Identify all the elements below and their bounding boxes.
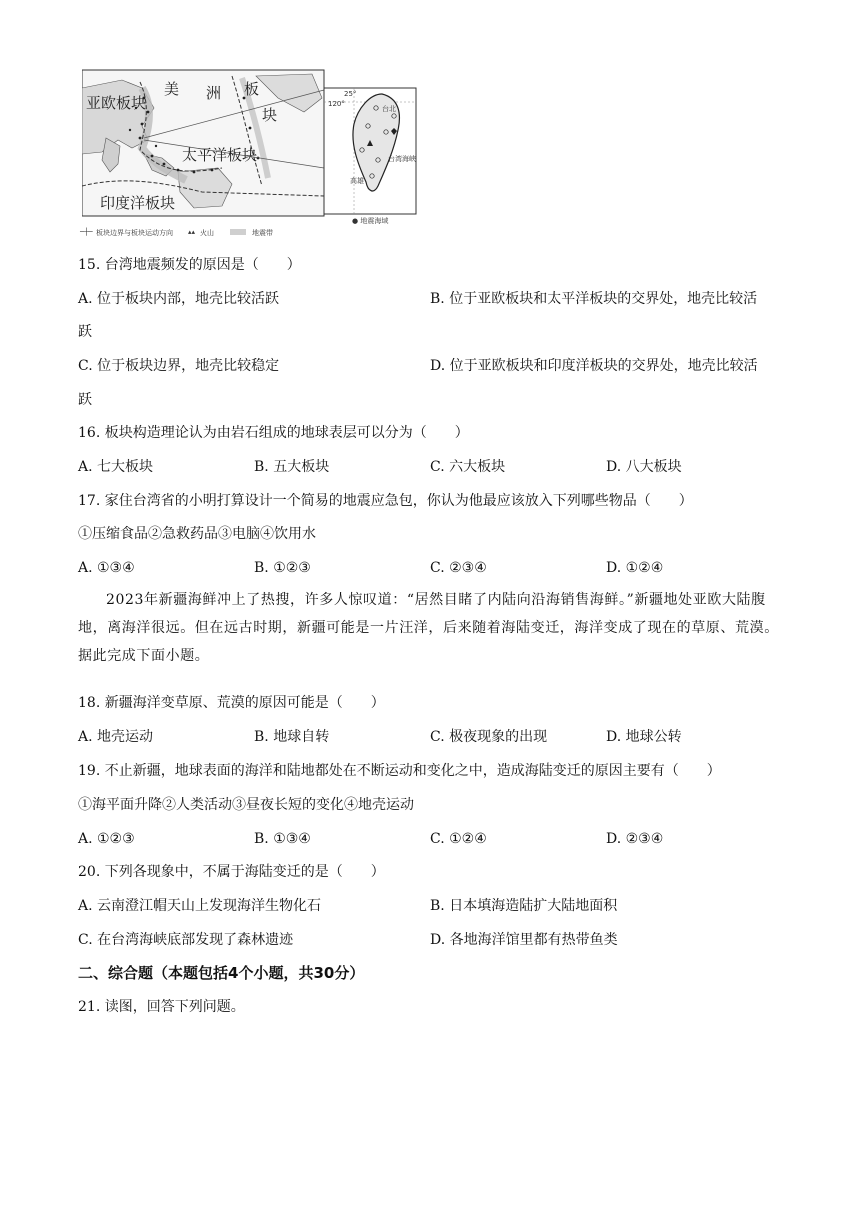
question-15-option-a: A. 位于板块内部，地壳比较活跃 (78, 291, 280, 307)
label-eurasian-plate: 亚欧板块 (86, 94, 147, 112)
legend-volcano-label: 火山 (200, 229, 214, 237)
question-15-option-d-wrap: 跃 (78, 392, 92, 408)
inset-strait: 台湾海峡 (388, 155, 416, 163)
question-19-option-b: B. ①③④ (254, 831, 311, 847)
inset-caption-text: 地震海域 (360, 217, 389, 225)
inset-city-taipei: 台北 (382, 105, 396, 113)
question-20-option-d: D. 各地海洋馆里都有热带鱼类 (430, 932, 618, 948)
question-19-items: ①海平面升降②人类活动③昼夜长短的变化④地壳运动 (78, 797, 414, 813)
question-17-option-b: B. ①②③ (254, 560, 311, 576)
reading-passage: 2023年新疆海鲜冲上了热搜，许多人惊叹道：“居然目睹了内陆向沿海销售海鲜。”新疆地处亚欧大陆腹地，离海洋很远。但在远古时期，新疆可能是一片汪洋，后来随着海陆变迁，海洋变成了现在的草原、荒漠。据此完成下面小题。 (78, 592, 779, 664)
inset-city-kaohsiung: 高雄 (350, 177, 364, 185)
volcano-icon: ▴▴ (188, 228, 196, 236)
section-title: 二、综合题（本题包括4个小题，共30分） (78, 964, 365, 982)
legend-quake-belt-label: 地震带 (252, 229, 273, 237)
question-15-option-b: B. 位于亚欧板块和太平洋板块的交界处，地壳比较活 (430, 291, 758, 307)
label-zhou: 洲 (206, 84, 222, 102)
question-19-option-c: C. ①②④ (430, 831, 487, 847)
question-16-option-a: A. 七大板块 (78, 459, 154, 475)
question-19-stem: 19. 不止新疆，地球表面的海洋和陆地都处在不断运动和变化之中，造成海陆变迁的原因主要有（ ） (78, 763, 721, 779)
question-18-option-d: D. 地球公转 (606, 729, 682, 745)
inset-caption (352, 216, 388, 226)
location-pin-icon: ● (352, 217, 359, 225)
question-16-option-d: D. 八大板块 (606, 459, 682, 475)
question-17-option-c: C. ②③④ (430, 560, 487, 576)
question-18-stem: 18. 新疆海洋变草原、荒漠的原因可能是（ ） (78, 695, 385, 711)
inset-longitude: 120° (328, 100, 345, 108)
label-mei: 美 (164, 80, 180, 98)
question-15-option-d: D. 位于亚欧板块和印度洋板块的交界处，地壳比较活 (430, 358, 758, 374)
quake-belt-swatch-icon (230, 229, 246, 235)
question-17-stem: 17. 家住台湾省的小明打算设计一个简易的地震应急包，你认为他最应该放入下列哪些物品（ ） (78, 493, 693, 509)
label-kuai: 块 (262, 106, 278, 124)
question-15-option-c: C. 位于板块边界，地壳比较稳定 (78, 358, 280, 374)
question-15-stem: 15. 台湾地震频发的原因是（ ） (78, 257, 301, 273)
question-18-option-b: B. 地球自转 (254, 729, 330, 745)
label-indian-plate: 印度洋板块 (100, 194, 176, 212)
question-20-stem: 20. 下列各现象中，不属于海陆变迁的是（ ） (78, 864, 385, 880)
question-21-stem: 21. 读图，回答下列问题。 (78, 999, 245, 1015)
label-ban: 板 (244, 80, 260, 98)
question-15-option-b-wrap: 跃 (78, 324, 92, 340)
boundary-line-icon: ─┼─ (80, 228, 93, 236)
question-19-option-d: D. ②③④ (606, 831, 664, 847)
question-17-option-a: A. ①③④ (78, 560, 135, 576)
question-20-option-b: B. 日本填海造陆扩大陆地面积 (430, 898, 618, 914)
inset-latitude: 25° (344, 90, 357, 98)
question-17-items: ①压缩食品②急救药品③电脑④饮用水 (78, 526, 316, 542)
question-16-stem: 16. 板块构造理论认为由岩石组成的地球表层可以分为（ ） (78, 425, 469, 441)
legend-boundary-label: 板块边界与板块运动方向 (96, 229, 173, 237)
question-20-option-a: A. 云南澄江帽天山上发现海洋生物化石 (78, 898, 322, 914)
question-17-option-d: D. ①②④ (606, 560, 664, 576)
question-18-option-c: C. 极夜现象的出现 (430, 729, 548, 745)
question-18-option-a: A. 地壳运动 (78, 729, 154, 745)
question-20-option-c: C. 在台湾海峡底部发现了森林遗迹 (78, 932, 294, 948)
map-legend (82, 228, 418, 240)
question-16-option-c: C. 六大板块 (430, 459, 506, 475)
question-16-option-b: B. 五大板块 (254, 459, 330, 475)
question-19-option-a: A. ①②③ (78, 831, 135, 847)
plate-map-figure (82, 68, 418, 240)
label-pacific-plate: 太平洋板块 (182, 146, 258, 164)
